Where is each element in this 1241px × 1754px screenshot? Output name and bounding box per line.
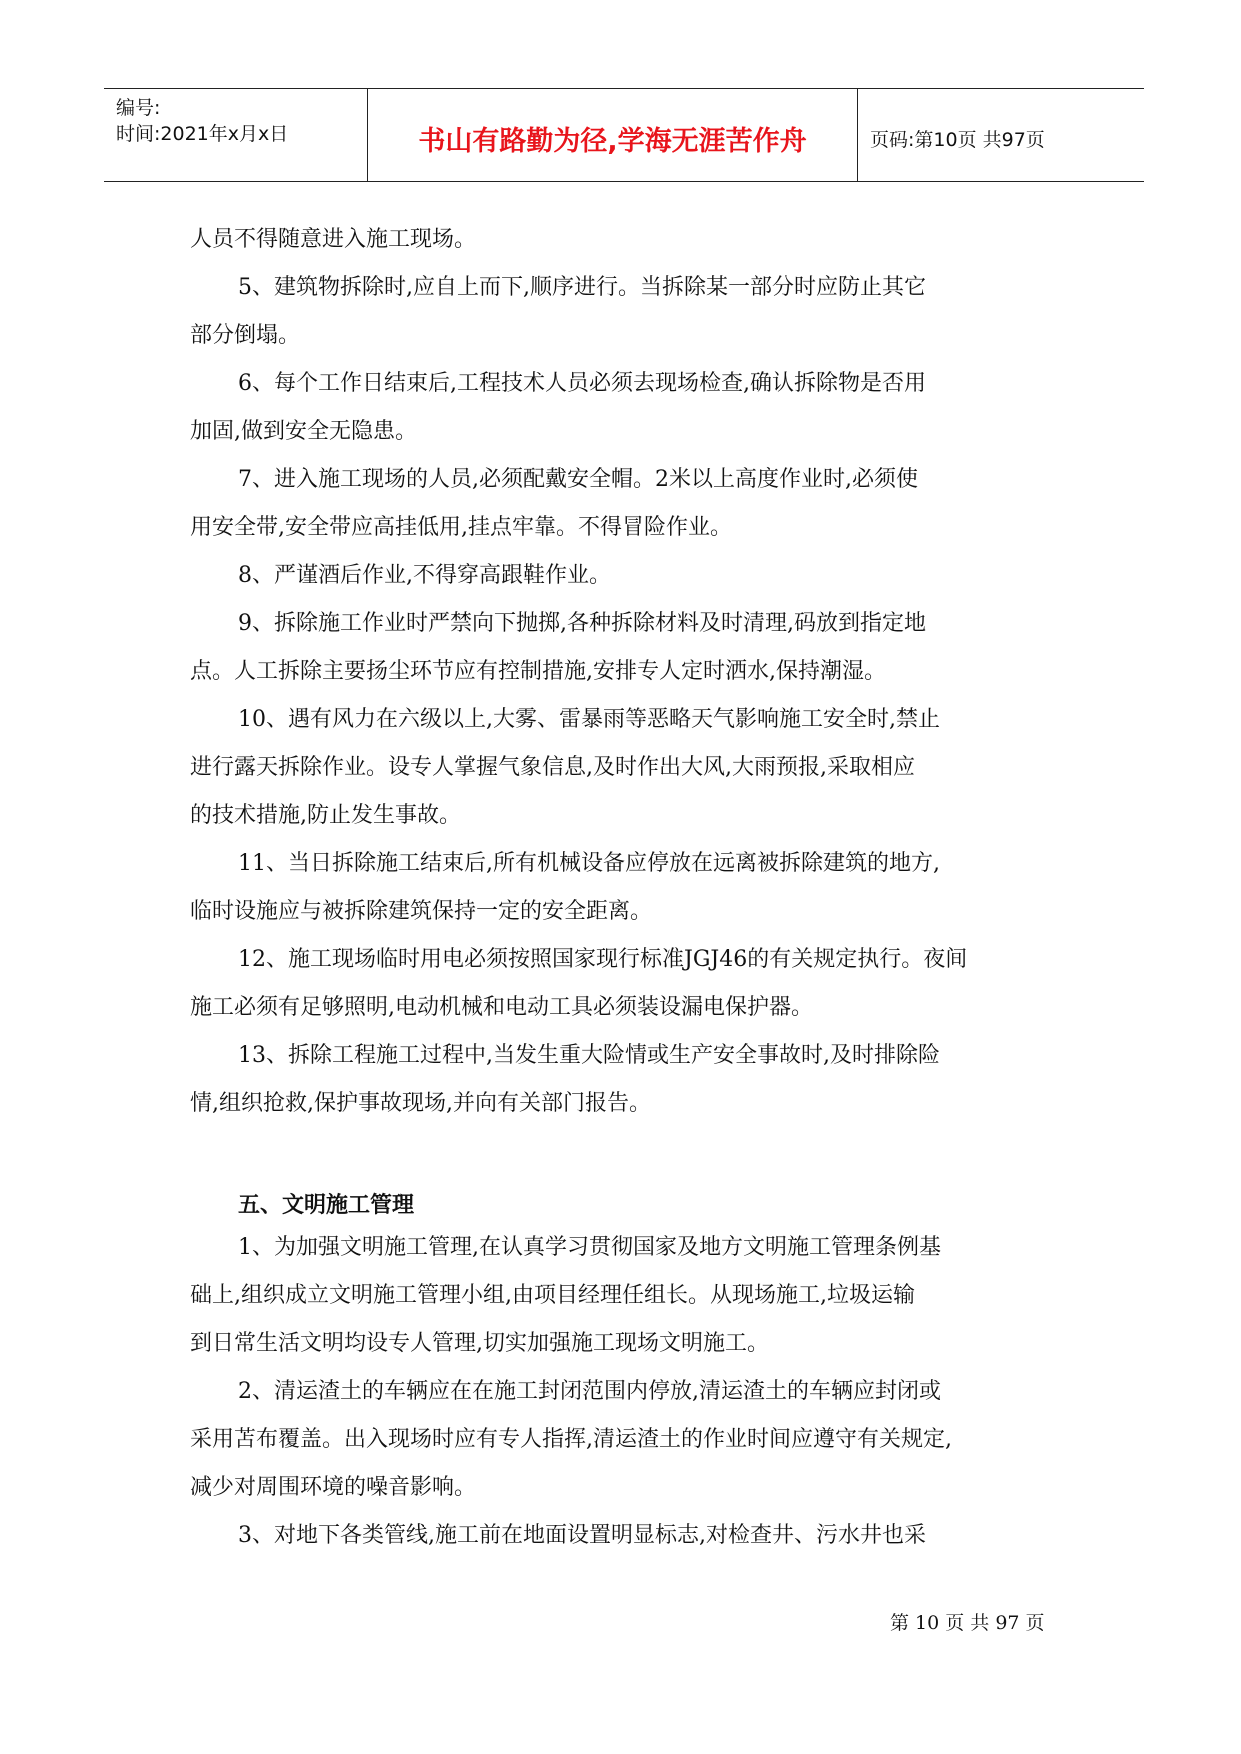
body-line: 10、遇有风力在六级以上,大雾、雷暴雨等恶略天气影响施工安全时,禁止 (238, 707, 940, 732)
section-line: 到日常生活文明均设专人管理,切实加强施工现场文明施工。 (190, 1331, 769, 1356)
header-motto-cell (368, 89, 858, 181)
body-line: 6、每个工作日结束后,工程技术人员必须去现场检查,确认拆除物是否用 (238, 371, 926, 396)
body-line: 5、建筑物拆除时,应自上而下,顺序进行。当拆除某一部分时应防止其它 (238, 275, 926, 300)
body-line: 12、施工现场临时用电必须按照国家现行标准JGJ46的有关规定执行。夜间 (238, 947, 968, 972)
section-line: 1、为加强文明施工管理,在认真学习贯彻国家及地方文明施工管理条例基 (238, 1235, 941, 1260)
body-line: 临时设施应与被拆除建筑保持一定的安全距离。 (190, 899, 653, 924)
section-line: 础上,组织成立文明施工管理小组,由项目经理任组长。从现场施工,垃圾运输 (190, 1283, 915, 1308)
body-line: 9、拆除施工作业时严禁向下抛掷,各种拆除材料及时清理,码放到指定地 (238, 611, 926, 636)
document-time-label: 时间:2021年x月x日 (116, 123, 289, 145)
body-line: 进行露天拆除作业。设专人掌握气象信息,及时作出大风,大雨预报,采取相应 (190, 755, 915, 780)
body-line: 情,组织抢救,保护事故现场,并向有关部门报告。 (190, 1091, 651, 1116)
section-line: 减少对周围环境的噪音影响。 (190, 1475, 477, 1500)
body-line: 施工必须有足够照明,电动机械和电动工具必须装设漏电保护器。 (190, 995, 813, 1020)
body-line: 加固,做到安全无隐患。 (190, 419, 417, 444)
body-line: 的技术措施,防止发生事故。 (190, 803, 461, 828)
body-line: 点。人工拆除主要扬尘环节应有控制措施,安排专人定时洒水,保持潮湿。 (190, 659, 886, 684)
body-line: 用安全带,安全带应高挂低用,挂点牢靠。不得冒险作业。 (190, 515, 732, 540)
section-line: 2、清运渣土的车辆应在在施工封闭范围内停放,清运渣土的车辆应封闭或 (238, 1379, 941, 1404)
body-line: 7、进入施工现场的人员,必须配戴安全帽。2米以上高度作业时,必须使 (238, 467, 918, 492)
document-number-label: 编号: (116, 97, 161, 119)
page-footer: 第 10 页 共 97 页 (890, 1612, 1045, 1634)
body-line: 13、拆除工程施工过程中,当发生重大险情或生产安全事故时,及时排除险 (238, 1043, 940, 1068)
section-line: 3、对地下各类管线,施工前在地面设置明显标志,对检查井、污水井也采 (238, 1523, 926, 1548)
document-header (104, 88, 1144, 182)
header-page-info: 页码:第10页 共97页 (870, 129, 1045, 151)
section-line: 采用苫布覆盖。出入现场时应有专人指挥,清运渣土的作业时间应遵守有关规定, (190, 1427, 952, 1452)
header-page-cell (858, 89, 1144, 181)
body-line: 人员不得随意进入施工现场。 (190, 227, 477, 252)
section-heading: 五、文明施工管理 (238, 1193, 415, 1218)
body-line: 8、严谨酒后作业,不得穿高跟鞋作业。 (238, 563, 611, 588)
body-line: 部分倒塌。 (190, 323, 301, 348)
header-meta-cell (104, 89, 368, 181)
header-motto: 书山有路勤为径,学海无涯苦作舟 (418, 126, 807, 157)
body-line: 11、当日拆除施工结束后,所有机械设备应停放在远离被拆除建筑的地方, (238, 851, 940, 876)
